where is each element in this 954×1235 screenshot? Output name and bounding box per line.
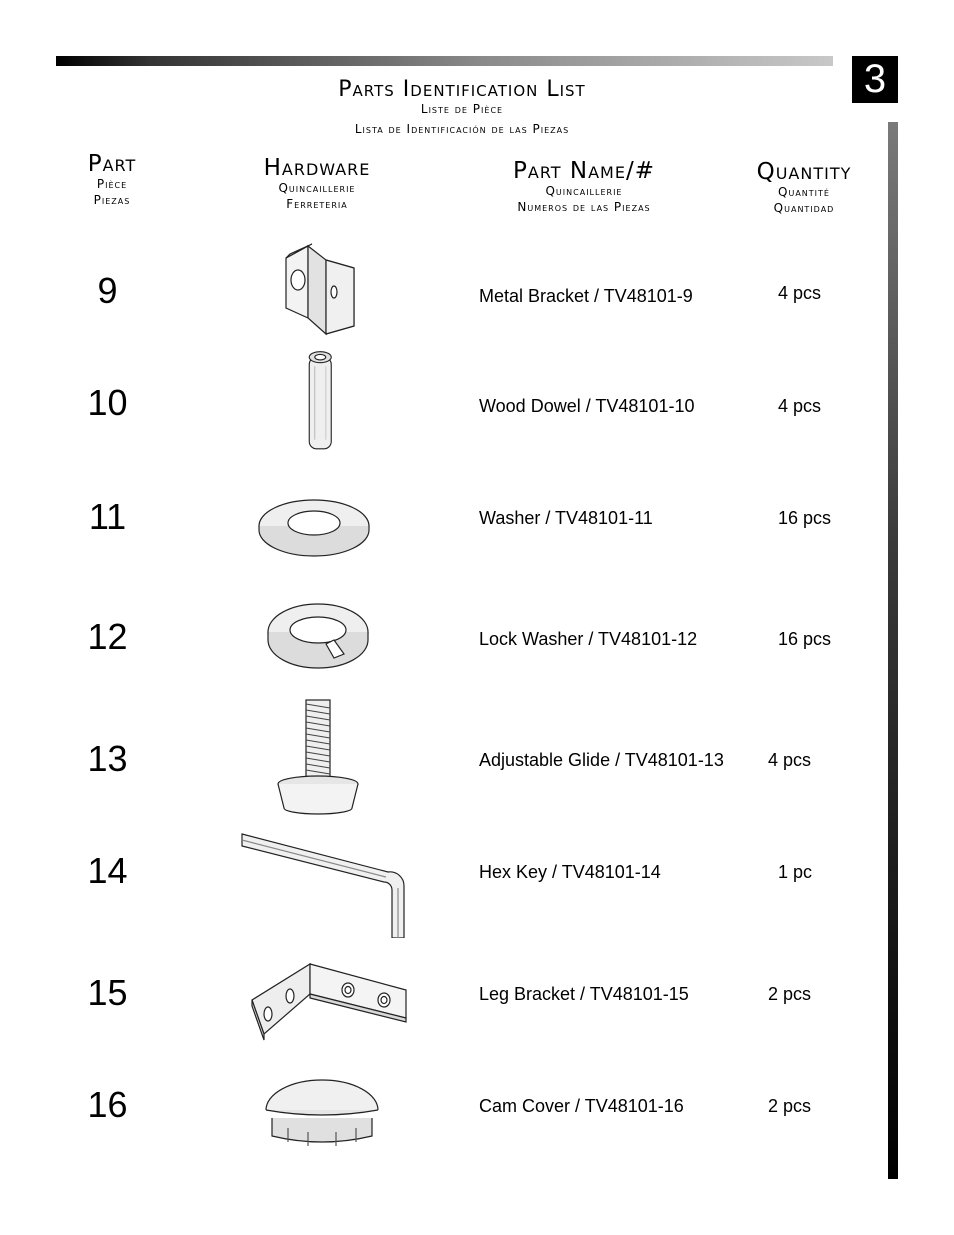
part-name: Leg Bracket / TV48101-15 [479, 984, 689, 1004]
lock-washer-icon [238, 592, 408, 702]
part-row-15 [0, 950, 954, 1060]
part-number: 11 [88, 496, 127, 537]
part-number: 13 [87, 738, 128, 779]
part-row-14 [0, 828, 954, 938]
washer-icon [238, 470, 408, 580]
part-row-16 [0, 1062, 954, 1172]
column-header-quantity [730, 160, 878, 216]
part-row-12 [0, 592, 954, 702]
part-row-9 [0, 238, 954, 348]
part-quantity: 1 pc [778, 862, 813, 882]
part-name: Metal Bracket / TV48101-9 [479, 286, 693, 306]
header-name-spanish: Numeros de las Piezas [517, 200, 651, 214]
adjustable-glide-icon [238, 694, 408, 816]
part-quantity: 2 pcs [768, 984, 812, 1004]
part-number: 16 [87, 1084, 128, 1125]
column-header-part [60, 152, 164, 208]
header-hardware-french: Quincaillerie [278, 181, 356, 195]
part-row-10 [0, 348, 954, 458]
title-french: Liste de Pièce [420, 102, 504, 116]
header-part-main: Part [87, 151, 137, 177]
title-main: Parts Identification List [338, 77, 586, 102]
title-spanish: Lista de Identificación de las Piezas [354, 122, 570, 136]
part-quantity: 4 pcs [778, 396, 822, 416]
part-name: Hex Key / TV48101-14 [479, 862, 661, 882]
part-quantity: 4 pcs [768, 750, 812, 770]
part-row-13 [0, 700, 954, 810]
part-number: 14 [87, 850, 128, 891]
page-title [262, 78, 662, 138]
header-quantity-french: Quantité [778, 185, 830, 199]
part-number: 15 [87, 972, 128, 1013]
part-name: Wood Dowel / TV48101-10 [479, 396, 695, 416]
metal-bracket-icon [238, 238, 408, 348]
part-name: Washer / TV48101-11 [479, 508, 653, 528]
header-quantity-main: Quantity [756, 159, 852, 185]
header-hardware-spanish: Ferreteria [286, 197, 348, 211]
part-name: Adjustable Glide / TV48101-13 [479, 750, 724, 770]
part-number: 9 [97, 270, 118, 311]
header-part-french: Pièce [96, 177, 128, 191]
column-header-hardware [228, 156, 406, 212]
part-number: 10 [87, 382, 128, 423]
hex-key-icon [238, 828, 408, 938]
part-quantity: 16 pcs [778, 508, 832, 528]
part-name: Lock Washer / TV48101-12 [479, 629, 698, 649]
header-name-main: Part Name/# [513, 158, 655, 184]
header-quantity-spanish: Quantidad [773, 201, 835, 215]
header-part-spanish: Piezas [93, 193, 131, 207]
header-name-french: Quincaillerie [545, 184, 623, 198]
part-number: 12 [87, 616, 128, 657]
part-quantity: 16 pcs [778, 629, 832, 649]
part-row-11 [0, 470, 954, 580]
column-header-part-name [470, 159, 698, 215]
header-gradient-bar [56, 56, 833, 66]
leg-bracket-icon [238, 950, 408, 1060]
cam-cover-icon [238, 1062, 408, 1172]
part-name: Cam Cover / TV48101-16 [479, 1096, 684, 1116]
wood-dowel-icon [238, 348, 408, 458]
part-quantity: 4 pcs [778, 283, 822, 303]
part-quantity: 2 pcs [768, 1096, 812, 1116]
page-number-badge: 3 [852, 56, 898, 103]
header-hardware-main: Hardware [263, 155, 371, 181]
